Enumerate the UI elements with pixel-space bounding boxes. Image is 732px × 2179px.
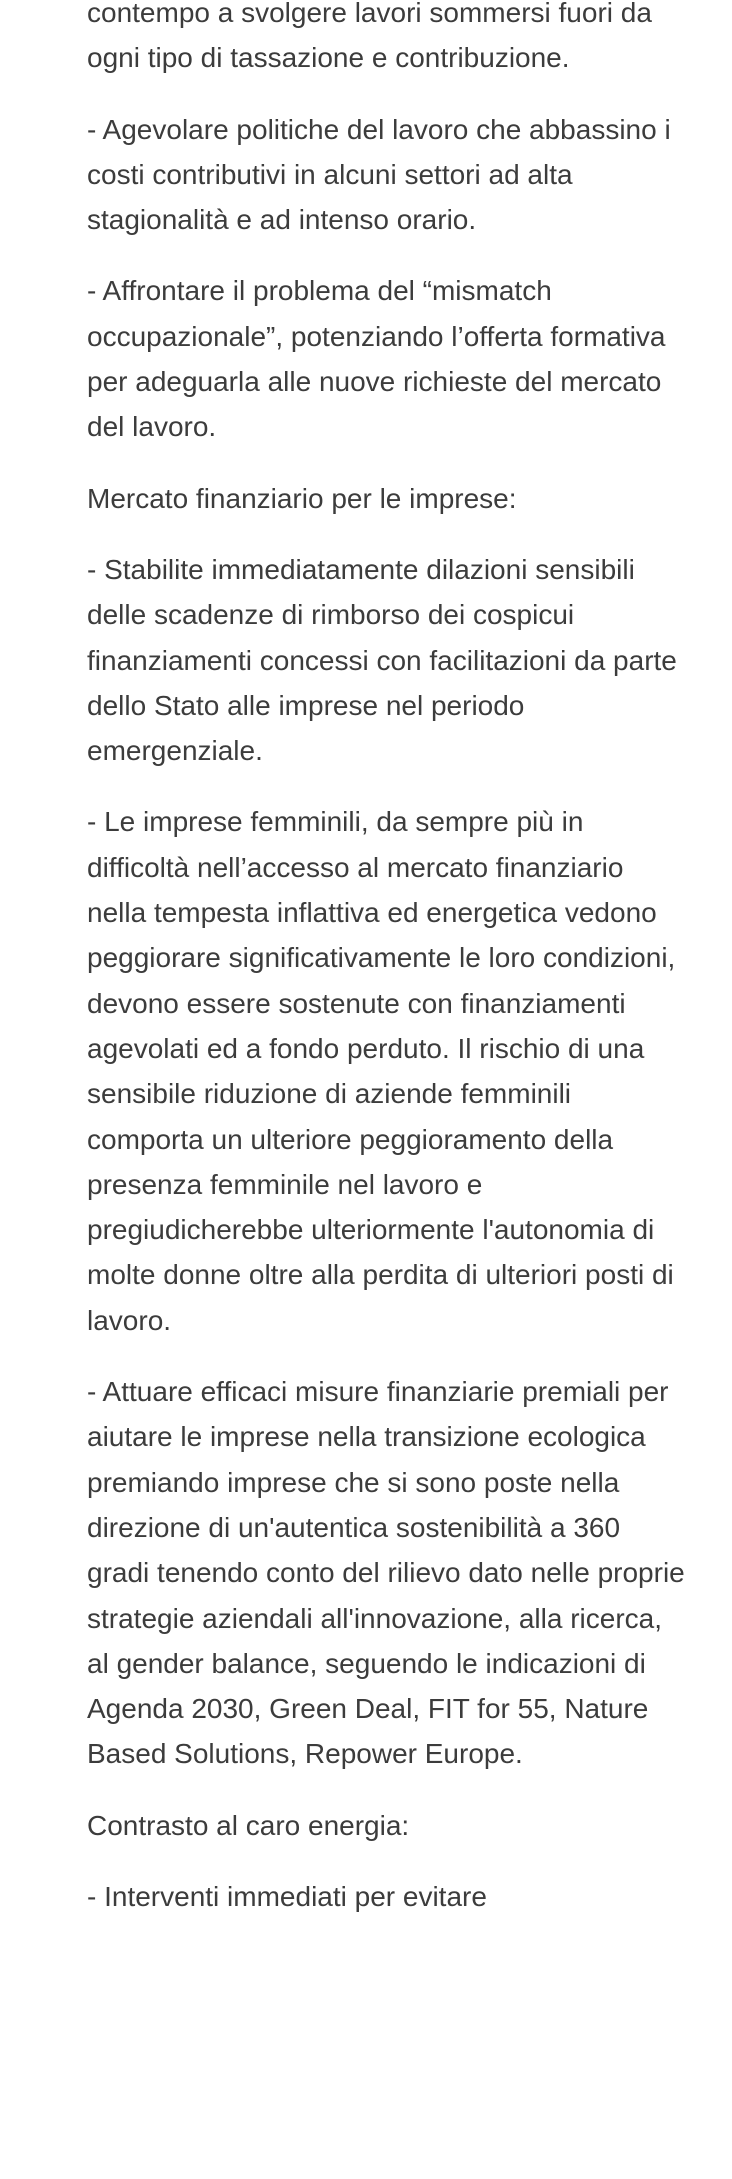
paragraph-female-enterprises: - Le imprese femminili, da sempre più in difficoltà nell’accesso al mercato finanziario nella tempesta inflattiva ed energetica vedono peggiorare significativamente le loro condizioni, devono essere sostenute con finanziamenti agevolati ed a fondo perduto. Il rischio di una sensibile riduzione di aziende femminili comporta un ulteriore peggioramento della presenza femminile nel lavoro e pregiudicherebbe ulteriormente l'autonomia di molte donne oltre alla perdita di ulteriori posti di lavoro. bbox=[87, 806, 676, 1336]
paragraph-loan-deferral: - Stabilite immediatamente dilazioni sensibili delle scadenze di rimborso dei cospicui finanziamenti concessi con facilitazioni da parte dello Stato alle imprese nel periodo emergenziale. bbox=[87, 553, 677, 767]
paragraph-immediate-interventions: - Interventi immediati per evitare bbox=[87, 1880, 487, 1912]
paragraph-ecological-transition: - Attuare efficaci misure finanziarie premiali per aiutare le imprese nella transizione ecologica premiando imprese che si sono poste nella direzione di un'autentica sostenibilità a 360 gradi tenendo conto del rilievo dato nelle proprie strategie aziendali all'innovazione, alla ricerca, al gender balance, seguendo le indicazioni di Agenda 2030, Green Deal, FIT for 55, Nature Based Solutions, Repower Europe. bbox=[87, 1376, 685, 1770]
article-body bbox=[87, 0, 687, 1945]
section-heading-energy-costs: Contrasto al caro energia: bbox=[87, 1809, 410, 1841]
paragraph-labor-policies: - Agevolare politiche del lavoro che abbassino i costi contributivi in alcuni settori ad alta stagionalità e ad intenso orario. bbox=[87, 113, 671, 236]
section-heading-financial-market: Mercato finanziario per le imprese: bbox=[87, 482, 517, 514]
paragraph-undeclared-work: contempo a svolgere lavori sommersi fuori da ogni tipo di tassazione e contribuzione. bbox=[87, 0, 652, 74]
paragraph-mismatch: - Affrontare il problema del “mismatch occupazionale”, potenziando l’offerta formativa per adeguarla alle nuove richieste del mercato del lavoro. bbox=[87, 275, 666, 443]
